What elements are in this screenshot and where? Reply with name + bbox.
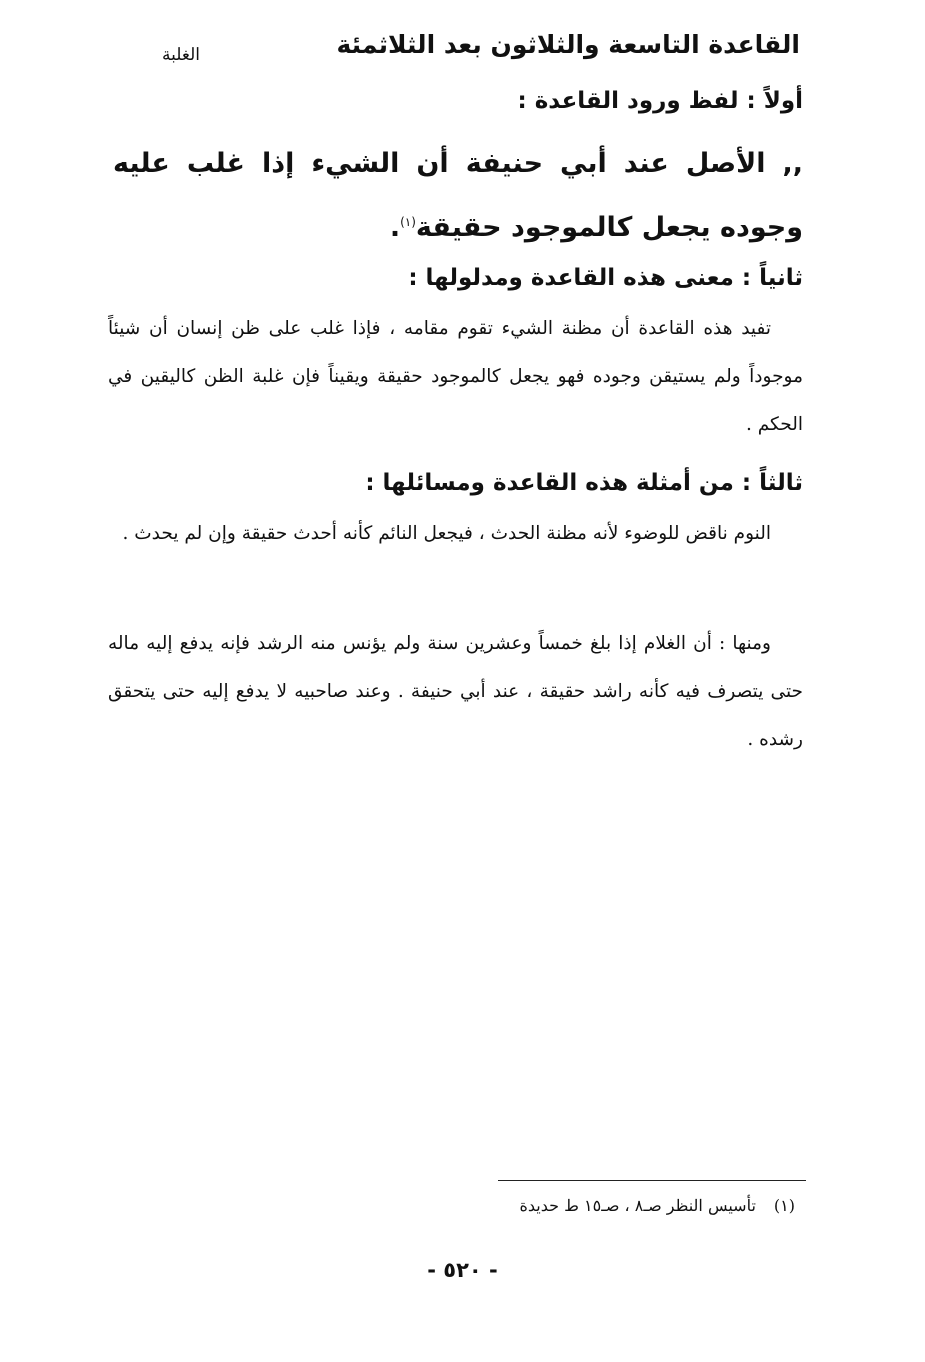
example-paragraph-2: ومنها : أن الغلام إذا بلغ خمساً وعشرين سنة ولم يؤنس منه الرشد فإنه يدفع إليه ماله حتى يتصرف فيه كأنه راشد حقيقة ، عند أبي حنيفة . وعند صاحبيه لا يدفع إليه حتى يتحقق رشده . [108,633,803,750]
rule-end: . [389,212,401,243]
section-heading-first: أولاً : لفظ ورود القاعدة : [517,88,803,114]
footnote [520,1196,796,1215]
footnote-text: تأسيس النظر صـ٨ ، صـ١٥ ط حديدة [519,1196,756,1215]
section-heading-second: ثانياً : معنى هذه القاعدة ومدلولها : [408,265,803,291]
rule-text: ,, الأصل عند أبي حنيفة أن الشيء إذا غلب عليه وجوده يجعل كالموجود حقيقة [113,148,803,243]
footnote-number: (١) [773,1196,795,1215]
meaning-paragraph: تفيد هذه القاعدة أن مظنة الشيء تقوم مقامه ، فإذا غلب على ظن إنسان أن شيئاً موجوداً ولم يستيقن وجوده فهو يجعل كالموجود حقيقة ويقيناً فإن غلبة الظن كاليقين في الحكم . [108,318,803,435]
section-heading-third: ثالثاً : من أمثلة هذه القاعدة ومسائلها : [365,470,803,496]
example-paragraph-1: النوم ناقض للوضوء لأنه مظنة الحدث ، فيجعل النائم كأنه أحدث حقيقة وإن لم يحدث . [122,523,771,544]
page-header-tag: الغلبة [162,45,200,65]
footnote-divider [498,1180,806,1181]
page-number: - ٥٢٠ - [427,1258,498,1282]
page-header-title: القاعدة التاسعة والثلاثون بعد الثلاثمئة [336,30,800,59]
footnote-reference[interactable]: (١) [400,215,416,229]
rule-statement [113,135,803,257]
